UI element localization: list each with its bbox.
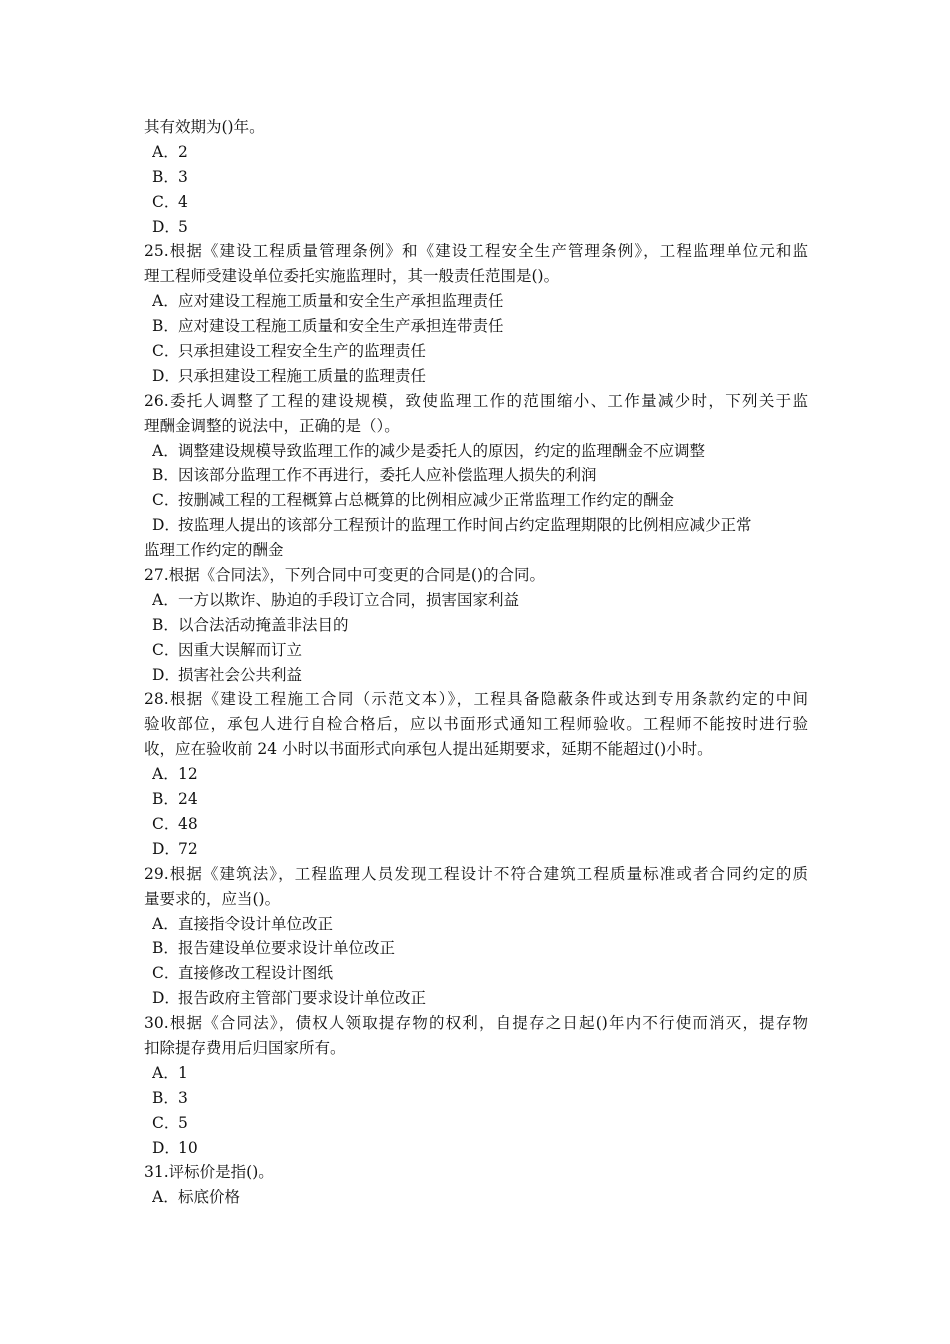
text-line: 31.评标价是指()。 xyxy=(144,1163,274,1182)
option-letter: C． xyxy=(152,342,180,361)
option-text: 按删减工程的工程概算占总概算的比例相应减少正常监理工作约定的酬金 xyxy=(178,491,675,510)
text-line xyxy=(152,961,808,986)
answer-option xyxy=(144,638,808,663)
text-line: 28.根据《建设工程施工合同（示范文本）》，工程具备隐蔽条件或达到专用条款约定的中间 xyxy=(144,690,808,709)
text-line xyxy=(152,488,808,513)
question-stem xyxy=(144,687,808,762)
answer-option xyxy=(144,1111,808,1136)
text-line: 30.根据《合同法》，债权人领取提存物的权利，自提存之日起()年内不行使而消灭，提存物 xyxy=(144,1014,808,1033)
question-stem xyxy=(144,389,808,439)
text-line xyxy=(152,638,808,663)
option-letter: B． xyxy=(152,167,179,186)
option-letter: D． xyxy=(152,989,180,1008)
text-line: 量要求的，应当()。 xyxy=(144,889,281,908)
text-line xyxy=(152,912,808,937)
option-text: 72 xyxy=(178,839,198,858)
text-line xyxy=(152,190,808,215)
text-line xyxy=(152,1061,808,1086)
option-text: 10 xyxy=(178,1138,198,1157)
option-text: 应对建设工程施工质量和安全生产承担连带责任 xyxy=(178,317,504,336)
answer-option xyxy=(144,439,808,464)
option-text: 报告政府主管部门要求设计单位改正 xyxy=(178,989,427,1008)
text-line xyxy=(152,1136,808,1161)
question-list xyxy=(144,115,808,1210)
option-letter: D． xyxy=(152,1138,180,1157)
answer-option xyxy=(144,936,808,961)
option-continuation xyxy=(144,538,808,563)
option-letter: A． xyxy=(152,914,179,933)
text-line xyxy=(152,787,808,812)
option-letter: B． xyxy=(152,790,179,809)
answer-option xyxy=(144,837,808,862)
text-line: 27.根据《合同法》，下列合同中可变更的合同是()的合同。 xyxy=(144,566,545,585)
answer-option xyxy=(144,1061,808,1086)
text-line xyxy=(152,762,808,787)
text-line xyxy=(152,463,808,488)
text-line xyxy=(152,613,808,638)
option-text: 按监理人提出的该部分工程预计的监理工作时间占约定监理期限的比例相应减少正常 xyxy=(178,516,752,535)
option-text: 标底价格 xyxy=(178,1188,241,1207)
option-letter: B． xyxy=(152,317,179,336)
answer-option xyxy=(144,1086,808,1111)
option-letter: D． xyxy=(152,665,180,684)
option-text: 24 xyxy=(178,790,198,809)
answer-option xyxy=(144,513,808,538)
answer-option xyxy=(144,613,808,638)
option-text: 一方以欺诈、胁迫的手段订立合同，损害国家利益 xyxy=(178,590,520,609)
text-line xyxy=(152,1111,808,1136)
answer-option xyxy=(144,165,808,190)
text-line: 监理工作约定的酬金 xyxy=(144,541,284,560)
option-text: 1 xyxy=(178,1063,188,1082)
answer-option xyxy=(144,364,808,389)
text-line xyxy=(152,513,808,538)
option-text: 4 xyxy=(178,192,188,211)
option-letter: C． xyxy=(152,1113,180,1132)
option-letter: A． xyxy=(152,1188,179,1207)
text-line xyxy=(152,812,808,837)
option-text: 因该部分监理工作不再进行，委托人应补偿监理人损失的利润 xyxy=(178,466,597,485)
text-line: 25.根据《建设工程质量管理条例》和《建设工程安全生产管理条例》，工程监理单位元和监 xyxy=(144,242,808,261)
text-line xyxy=(152,986,808,1011)
answer-option xyxy=(144,1185,808,1210)
answer-option xyxy=(144,1136,808,1161)
text-line xyxy=(152,165,808,190)
option-letter: D． xyxy=(152,516,180,535)
text-line xyxy=(152,215,808,240)
option-text: 5 xyxy=(178,217,188,236)
text-line xyxy=(152,936,808,961)
question-stem xyxy=(144,1160,808,1185)
text-line xyxy=(152,314,808,339)
option-letter: C． xyxy=(152,814,180,833)
text-line xyxy=(152,439,808,464)
answer-option xyxy=(144,812,808,837)
option-text: 应对建设工程施工质量和安全生产承担监理责任 xyxy=(178,292,504,311)
option-text: 直接修改工程设计图纸 xyxy=(178,964,334,983)
option-text: 只承担建设工程施工质量的监理责任 xyxy=(178,366,427,385)
option-text: 以合法活动掩盖非法目的 xyxy=(178,615,349,634)
option-text: 48 xyxy=(178,814,198,833)
answer-option xyxy=(144,762,808,787)
answer-option xyxy=(144,140,808,165)
text-line xyxy=(152,1086,808,1111)
text-line: 其有效期为()年。 xyxy=(144,118,265,136)
option-text: 损害社会公共利益 xyxy=(178,665,303,684)
question-stem xyxy=(144,115,808,140)
text-line: 29.根据《建筑法》，工程监理人员发现工程设计不符合建筑工程质量标准或者合同约定的质 xyxy=(144,864,808,883)
option-text: 3 xyxy=(178,1088,188,1107)
option-text: 2 xyxy=(178,142,188,161)
answer-option xyxy=(144,215,808,240)
text-line: 收，应在验收前 24 小时以书面形式向承包人提出延期要求，延期不能超过()小时。 xyxy=(144,740,713,759)
question-stem xyxy=(144,1011,808,1061)
option-text: 因重大误解而订立 xyxy=(178,640,303,659)
option-letter: A． xyxy=(152,441,179,460)
option-letter: B． xyxy=(152,939,179,958)
text-line xyxy=(152,1185,808,1210)
option-letter: A． xyxy=(152,765,179,784)
text-line: 26.委托人调整了工程的建设规模，致使监理工作的范围缩小、工作量减少时，下列关于监 xyxy=(144,391,808,410)
answer-option xyxy=(144,339,808,364)
text-line: 验收部位，承包人进行自检合格后，应以书面形式通知工程师验收。工程师不能按时进行验 xyxy=(144,715,808,734)
answer-option xyxy=(144,588,808,613)
option-letter: C． xyxy=(152,192,180,211)
option-letter: A． xyxy=(152,1063,179,1082)
option-text: 直接指令设计单位改正 xyxy=(178,914,334,933)
answer-option xyxy=(144,912,808,937)
option-text: 调整建设规模导致监理工作的减少是委托人的原因，约定的监理酬金不应调整 xyxy=(178,441,706,460)
text-line xyxy=(152,663,808,688)
option-letter: D． xyxy=(152,217,180,236)
answer-option xyxy=(144,663,808,688)
text-line xyxy=(152,364,808,389)
question-stem xyxy=(144,239,808,289)
answer-option xyxy=(144,488,808,513)
question-stem xyxy=(144,563,808,588)
option-text: 5 xyxy=(178,1113,188,1132)
option-letter: A． xyxy=(152,590,179,609)
option-letter: D． xyxy=(152,839,180,858)
text-line: 理工程师受建设单位委托实施监理时，其一般责任范围是()。 xyxy=(144,267,560,286)
option-letter: C． xyxy=(152,491,180,510)
answer-option xyxy=(144,986,808,1011)
option-letter: B． xyxy=(152,1088,179,1107)
option-letter: C． xyxy=(152,640,180,659)
option-letter: C． xyxy=(152,964,180,983)
text-line xyxy=(152,588,808,613)
option-text: 12 xyxy=(178,765,198,784)
option-letter: D． xyxy=(152,366,180,385)
answer-option xyxy=(144,314,808,339)
option-letter: A． xyxy=(152,142,179,161)
option-letter: B． xyxy=(152,615,179,634)
answer-option xyxy=(144,190,808,215)
answer-option xyxy=(144,961,808,986)
answer-option xyxy=(144,463,808,488)
answer-option xyxy=(144,289,808,314)
text-line xyxy=(152,339,808,364)
question-stem xyxy=(144,862,808,912)
text-line: 理酬金调整的说法中，正确的是（）。 xyxy=(144,416,400,435)
answer-option xyxy=(144,787,808,812)
option-text: 只承担建设工程安全生产的监理责任 xyxy=(178,342,427,361)
text-line xyxy=(152,837,808,862)
option-text: 报告建设单位要求设计单位改正 xyxy=(178,939,396,958)
option-text: 3 xyxy=(178,167,188,186)
option-letter: A． xyxy=(152,292,179,311)
text-line xyxy=(152,140,808,165)
text-line xyxy=(152,289,808,314)
option-letter: B． xyxy=(152,466,179,485)
text-line: 扣除提存费用后归国家所有。 xyxy=(144,1038,346,1057)
